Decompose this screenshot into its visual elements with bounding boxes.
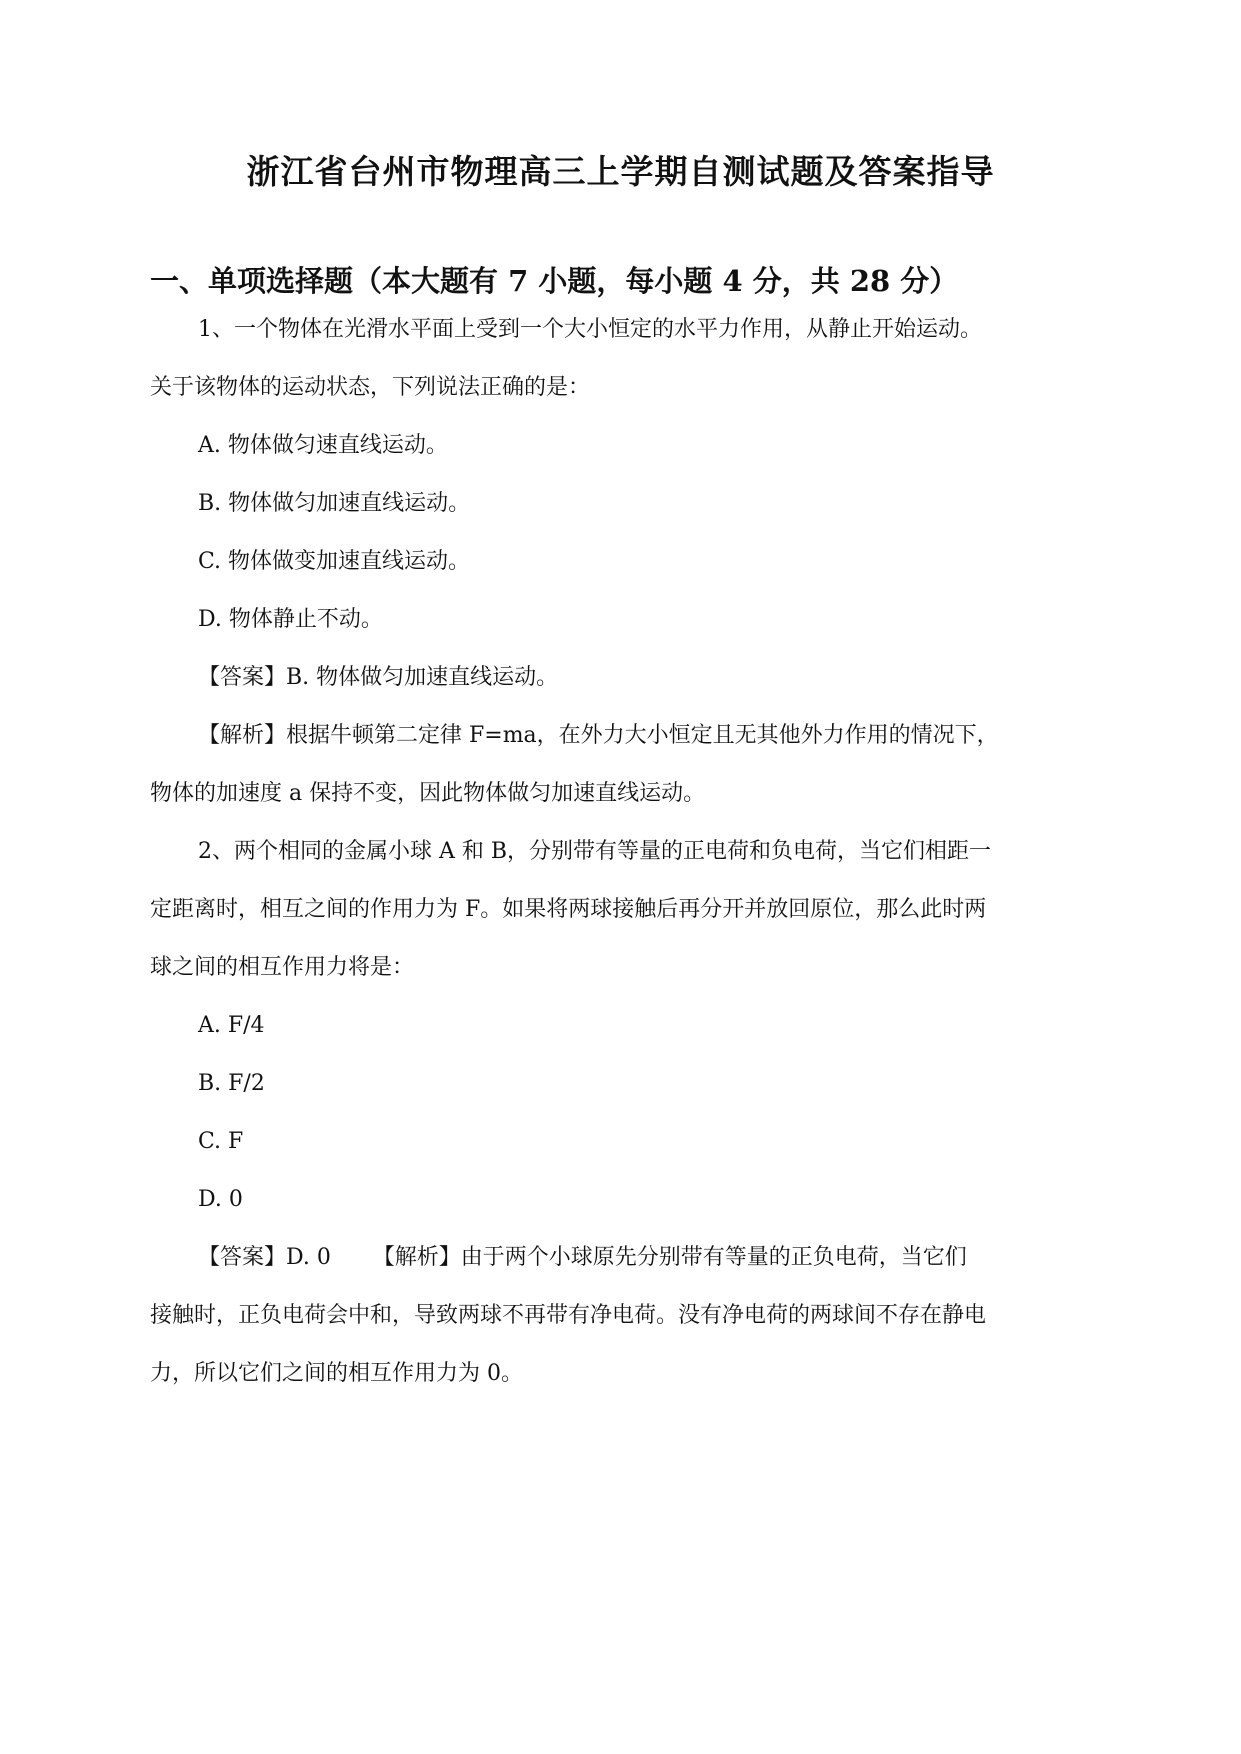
question-2-stem-line-2: 定距离时，相互之间的作用力为 F。如果将两球接触后再分开并放回原位，那么此时两 bbox=[150, 897, 987, 922]
document-title: 浙江省台州市物理高三上学期自测试题及答案指导 bbox=[246, 152, 995, 191]
question-2-option-c: C. F bbox=[198, 1129, 244, 1154]
question-2-analysis-line-1: 接触时，正负电荷会中和，导致两球不再带有净电荷。没有净电荷的两球间不存在静电 bbox=[150, 1303, 987, 1328]
question-1-analysis-line-2: 物体的加速度 a 保持不变，因此物体做匀加速直线运动。 bbox=[150, 781, 706, 806]
question-1-option-c: C. 物体做变加速直线运动。 bbox=[198, 549, 471, 574]
question-1-stem-line-2: 关于该物体的运动状态，下列说法正确的是： bbox=[150, 375, 591, 400]
question-1-option-d: D. 物体静止不动。 bbox=[198, 607, 383, 632]
question-1-analysis-line-1: 【解析】根据牛顿第二定律 F=ma，在外力大小恒定且无其他外力作用的情况下， bbox=[198, 723, 999, 748]
question-1-option-a: A. 物体做匀速直线运动。 bbox=[198, 433, 448, 458]
question-1-stem-line-1: 1、一个物体在光滑水平面上受到一个大小恒定的水平力作用，从静止开始运动。 bbox=[198, 317, 982, 342]
section-heading: 一、单项选择题（本大题有 7 小题，每小题 4 分，共 28 分） bbox=[150, 264, 959, 298]
question-2-stem-line-1: 2、两个相同的金属小球 A 和 B，分别带有等量的正电荷和负电荷，当它们相距一 bbox=[198, 839, 992, 864]
question-2-analysis-line-2: 力，所以它们之间的相互作用力为 0。 bbox=[150, 1361, 523, 1386]
question-2-option-a: A. F/4 bbox=[198, 1013, 265, 1038]
question-2-option-d: D. 0 bbox=[198, 1187, 243, 1212]
question-1-option-b: B. 物体做匀加速直线运动。 bbox=[198, 491, 471, 516]
question-2-stem-line-3: 球之间的相互作用力将是： bbox=[150, 955, 415, 980]
question-2-option-b: B. F/2 bbox=[198, 1071, 265, 1096]
question-1-answer: 【答案】B. 物体做匀加速直线运动。 bbox=[198, 665, 559, 690]
question-2-answer: 【答案】D. 0 【解析】由于两个小球原先分别带有等量的正负电荷，当它们 bbox=[198, 1245, 967, 1270]
